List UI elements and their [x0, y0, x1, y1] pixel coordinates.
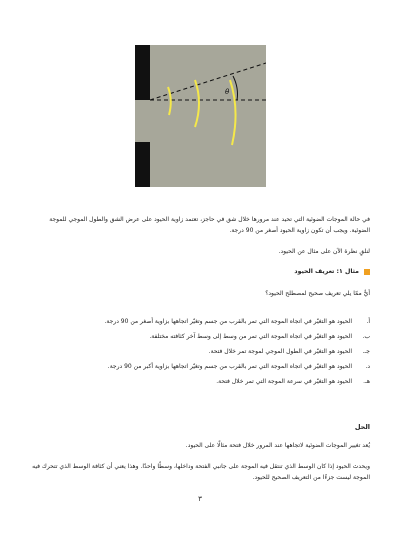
barrier-top [135, 45, 150, 100]
option-text: الحيود هو التغيّر في الطول الموجي لموجة تمر خلال فتحة. [208, 348, 352, 355]
options-list [40, 316, 370, 391]
solution-paragraph-2: ويحدث الحيود إذا كان الوسط الذي تنتقل فيه الموجة على جانبي الفتحة وداخلها، وسطًا واحدًا. وهذا يعني أن كثافة الوسط الذي تتحرك فيه الموجة ليست جزءًا من التعريف الصحيح للحيود. [32, 463, 370, 481]
option-letter: أ. [366, 318, 370, 325]
angle-label: θ [225, 88, 230, 96]
figure-background [135, 45, 266, 187]
option-text: الحيود هو التغيّر في اتجاه الموجة التي تمر بالقرب من جسم وتغيّر اتجاهها بزاوية أكبر من 90 درجة. [107, 363, 352, 370]
intro-paragraph: في حالة الموجات الضوئية التي تحيد عند مرورها خلال شق في حاجز، تعتمد زاوية الحيود على عرض الشق والطول الموجي للموجة الضوئية. ويجب أن تكون زاوية الحيود أصغر من 90 درجة. [49, 216, 370, 234]
page-number: ٣ [198, 495, 202, 503]
solution-title: الحل [354, 423, 370, 431]
option-letter: ب. [362, 333, 370, 340]
option-b[interactable] [40, 331, 370, 342]
question-text: أيٌّ ممّا يلي تعريف صحيح لمصطلح الحيود؟ [265, 290, 370, 297]
option-letter: جـ. [362, 348, 370, 355]
option-text: الحيود هو التغيّر في اتجاه الموجة التي تمر بالقرب من جسم وتغيّر اتجاهها بزاوية أصغر من 90 درجة. [104, 318, 352, 325]
lead-in-text: لنلقِ نظرة الآن على مثال عن الحيود. [278, 248, 370, 255]
solution-paragraph-1: يُعد تغيير الموجات الضوئية لاتجاهها عند المرور خلال فتحة مثالًا على الحيود. [185, 442, 370, 449]
option-d[interactable] [40, 361, 370, 372]
example-header [294, 268, 370, 275]
diffraction-figure [135, 45, 266, 187]
option-letter: هـ. [363, 378, 370, 385]
barrier-bottom [135, 142, 150, 187]
diffraction-diagram [135, 45, 266, 187]
example-title: مثال ١: تعريف الحيود [294, 268, 359, 275]
option-e[interactable] [40, 376, 370, 387]
square-bullet-icon [364, 269, 370, 275]
option-a[interactable] [40, 316, 370, 327]
option-text: الحيود هو التغيّر في سرعة الموجة التي تمر خلال فتحة. [216, 378, 352, 385]
option-text: الحيود هو التغيّر في اتجاه الموجة التي تمر من وسط إلى وسط آخر كثافته مختلفة. [149, 333, 352, 340]
option-letter: د. [365, 363, 370, 370]
option-c[interactable] [40, 346, 370, 357]
